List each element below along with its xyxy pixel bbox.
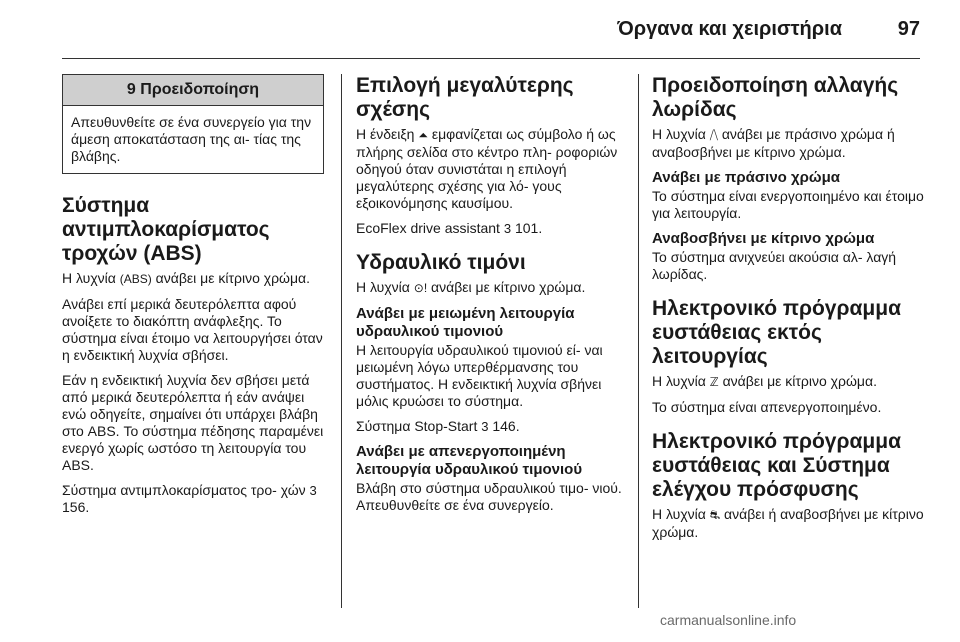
section-abs	[62, 194, 324, 516]
esp-icon: ⛐	[709, 508, 721, 522]
paragraph: Σύστημα αντιμπλοκαρίσματος τρο- χών 3 156.	[62, 482, 317, 515]
column-divider	[341, 74, 342, 608]
esp-off-icon: ℤ	[709, 375, 719, 389]
warning-box	[62, 74, 324, 174]
sub-heading: Ανάβει με πράσινο χρώμα	[652, 169, 840, 186]
paragraph: Το σύστημα είναι ενεργοποιημένο και έτοιμο για λειτουργία.	[652, 188, 924, 221]
page-ref-icon: 3	[503, 221, 512, 236]
section-heading: Σύστημα αντιμπλοκαρίσματος τροχών (ABS)	[62, 194, 270, 265]
lane-departure-icon: ⧸⧹	[709, 128, 718, 142]
page-ref-icon: 3	[309, 483, 317, 498]
paragraph: Ανάβει επί μερικά δευτερόλεπτα αφού ανοίξετε το διακόπτη ανάφλεξης. Το σύστημα είναι έτοιμο να λειτουργήσει όταν η ενδεικτική λυχνία σβήσει.	[62, 296, 323, 363]
warning-header	[63, 75, 323, 106]
warning-icon: 9	[126, 81, 136, 98]
section-heading: Επιλογή μεγαλύτερης σχέσης	[356, 74, 574, 121]
abs-icon: (ABS)	[119, 272, 152, 286]
page-number: 97	[897, 18, 920, 40]
watermark: carmanualsonline.info	[660, 612, 797, 628]
section-gear-shift	[356, 74, 624, 237]
sub-heading: Αναβοσβήνει με κίτρινο χρώμα	[652, 230, 875, 247]
sub-heading: Ανάβει με απενεργοποιημένη λειτουργία υδραυλικού τιμονιού	[356, 443, 583, 478]
column-3	[652, 74, 924, 555]
section-esp-tc	[652, 430, 924, 541]
section-power-steering	[356, 251, 624, 514]
shift-up-icon: ⏶	[418, 128, 428, 142]
warning-text: Απευθυνθείτε σε ένα συνεργείο για την άμεση αποκατάσταση της αι- τίας της βλάβης.	[71, 114, 312, 164]
section-heading: Προειδοποίηση αλλαγής λωρίδας	[652, 74, 899, 121]
steering-icon: ⊙!	[413, 281, 428, 295]
paragraph: Βλάβη στο σύστημα υδραυλικού τιμο- νιού. Απευθυνθείτε σε ένα συνεργείο.	[356, 480, 622, 513]
paragraph: Η λυχνία ⊙! ανάβει με κίτρινο χρώμα.	[356, 279, 586, 295]
paragraph: Το σύστημα είναι απενεργοποιημένο.	[652, 399, 882, 415]
paragraph: Εάν η ενδεικτική λυχνία δεν σβήσει μετά από μερικά δευτερόλεπτα ή εάν ανάψει ενώ οδηγείτε, σημαίνει ότι υπάρχει βλάβη στο ABS. Το σύστημα πέδησης παραμένει ενεργό χωρίς ωστόσο τη λειτουργία του ABS.	[62, 372, 324, 473]
sub-heading: Ανάβει με μειωμένη λειτουργία υδραυλικού τιμονιού	[356, 305, 575, 340]
page-ref-icon: 3	[481, 419, 489, 434]
paragraph: Το σύστημα ανιχνεύει ακούσια αλ- λαγή λωρίδας.	[652, 249, 897, 282]
warning-title: Προειδοποίηση	[140, 81, 260, 98]
column-1	[62, 74, 324, 530]
paragraph: Η ένδειξη ⏶ εμφανίζεται ως σύμβολο ή ως πλήρης σελίδα στο κέντρο πλη- ροφοριών οδηγού όταν συνιστάται η επιλογή μεγαλύτερης σχέσης για λό- γους εξοικονόμησης καυσίμου.	[356, 126, 618, 211]
section-heading: Ηλεκτρονικό πρόγραμμα ευστάθειας και Σύστημα ελέγχου πρόσφυσης	[652, 430, 901, 501]
paragraph: Η λυχνία (ABS) ανάβει με κίτρινο χρώμα.	[62, 270, 311, 286]
paragraph: Η λυχνία ℤ ανάβει με κίτρινο χρώμα.	[652, 373, 877, 389]
paragraph: Σύστημα Stop-Start 3 146.	[356, 418, 520, 434]
section-lane-departure	[652, 74, 924, 283]
column-2	[356, 74, 624, 528]
page-header	[62, 0, 920, 59]
paragraph: Η λυχνία ⛐ ανάβει ή αναβοσβήνει με κίτρινο χρώμα.	[652, 506, 924, 540]
section-heading: Ηλεκτρονικό πρόγραμμα ευστάθειας εκτός λειτουργίας	[652, 297, 901, 368]
column-divider	[638, 74, 639, 608]
section-esp-off	[652, 297, 924, 416]
paragraph: EcoFlex drive assistant 3 101.	[356, 220, 543, 236]
page-title: Όργανα και χειριστήρια	[617, 18, 842, 40]
paragraph: Η λειτουργία υδραυλικού τιμονιού εί- ναι μειωμένη λόγω υπερθέρμανσης του συστήματος. Η ενδεικτική λυχνία σβήνει μόλις κρυώσει το σύστημα.	[356, 342, 603, 409]
section-heading: Υδραυλικό τιμόνι	[356, 251, 526, 274]
paragraph: Η λυχνία ⧸⧹ ανάβει με πράσινο χρώμα ή αναβοσβήνει με κίτρινο χρώμα.	[652, 126, 895, 160]
